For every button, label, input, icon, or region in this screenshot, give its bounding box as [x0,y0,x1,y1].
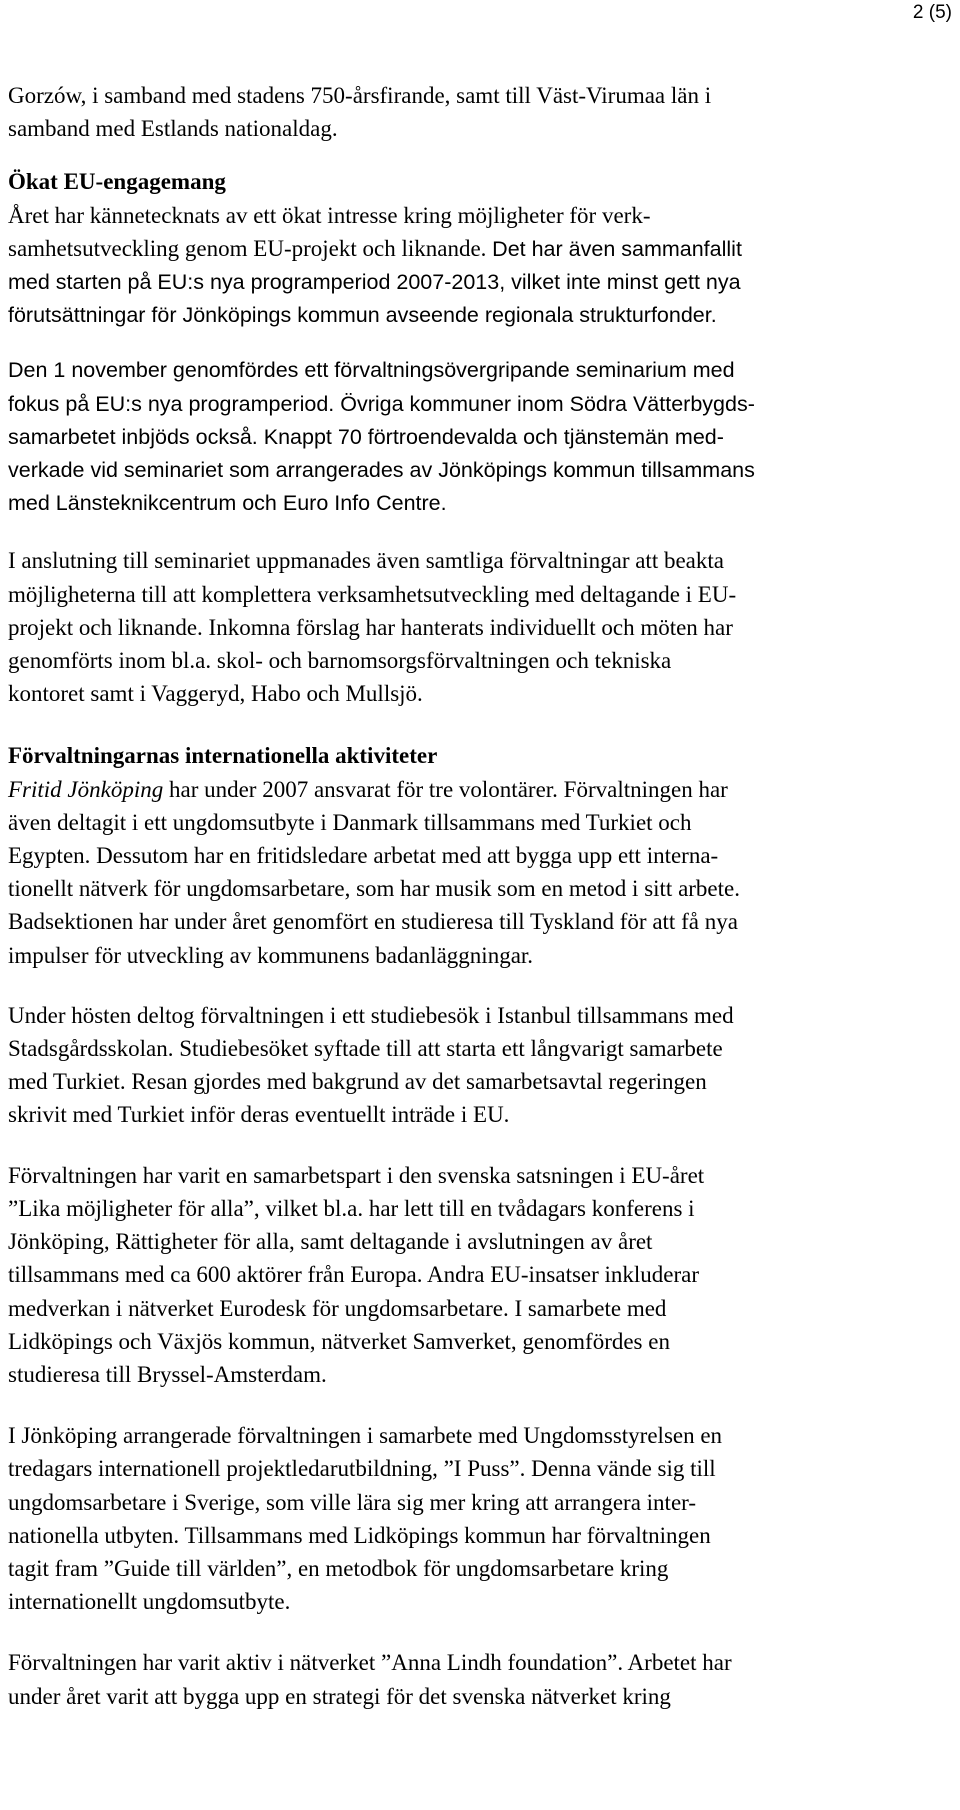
paragraph-anna-lindh [8,1646,960,1712]
text-line: tagit fram ”Guide till världen”, en metodbok för ungdomsarbetare kring [8,1555,669,1581]
text-line: Egypten. Dessutom har en fritidsledare arbetat med att bygga upp ett interna- [8,843,719,869]
text-segment: har under 2007 ansvarat för tre volontärer. Förvaltningen har [163,776,728,802]
text-line: med Turkiet. Resan gjordes med bakgrund av det samarbetsavtal regeringen [8,1069,707,1095]
text-line: I anslutning till seminariet uppmanades även samtliga förvaltningar att beakta [8,548,724,574]
section-heading: Förvaltningarnas internationella aktiviteter [8,743,438,769]
text-line: Jönköping, Rättigheter för alla, samt deltagande i avslutningen av året [8,1229,653,1255]
text-line: kontoret samt i Vaggeryd, Habo och Mullsjö. [8,681,423,707]
section-international-activities [8,739,960,971]
paragraph-project-leader-training [8,1419,960,1618]
text-line: internationellt ungdomsutbyte. [8,1589,291,1615]
text-line: tredagars internationell projektledarutbildning, ”I Puss”. Denna vände sig till [8,1456,716,1482]
text-line: genomförts inom bl.a. skol- och barnomsorgsförvaltningen och tekniska [8,648,672,674]
text-line: studieresa till Bryssel-Amsterdam. [8,1361,327,1387]
page-number: 2 (5) [912,2,952,23]
text-line: Förvaltningen har varit en samarbetspart i den svenska satsningen i EU-året [8,1162,705,1188]
text-line: förutsättningar för Jönköpings kommun avseende regionala strukturfonder. [8,303,717,328]
text-line [8,773,960,806]
text-line: tillsammans med ca 600 aktörer från Europa. Andra EU-insatser inkluderar [8,1262,700,1288]
document-body [8,79,960,1713]
text-line: även deltagit i ett ungdomsutbyte i Danmark tillsammans med Turkiet och [8,809,692,835]
paragraph-eu-year [8,1159,960,1391]
text-line: samband med Estlands nationaldag. [8,116,338,142]
text-line [8,232,960,266]
text-line: ungdomsarbetare i Sverige, som ville lära sig mer kring att arrangera inter- [8,1489,697,1515]
text-line: nationella utbyten. Tillsammans med Lidköpings kommun har förvaltningen [8,1522,711,1548]
section-eu-engagement [8,165,960,332]
text-line: verkade vid seminariet som arrangerades av Jönköpings kommun tillsammans [8,458,755,483]
paragraph-administrations [8,544,960,710]
text-line: Stadsgårdsskolan. Studiebesöket syftade till att starta ett långvarigt samarbete [8,1036,723,1062]
paragraph-seminar [8,354,960,520]
text-segment-italic: Fritid Jönköping [8,776,164,802]
text-line: Badsektionen har under året genomfört en studieresa till Tyskland för att få nya [8,909,738,935]
text-line: I Jönköping arrangerade förvaltningen i samarbete med Ungdomsstyrelsen en [8,1423,723,1449]
text-line: projekt och liknande. Inkomna förslag har hanterats individuellt och möten har [8,614,733,640]
text-line: Under hösten deltog förvaltningen i ett studiebesök i Istanbul tillsammans med [8,1002,734,1028]
text-line: ”Lika möjligheter för alla”, vilket bl.a. har lett till en tvådagars konferens i [8,1195,695,1221]
text-line: tionellt nätverk för ungdomsarbetare, som har musik som en metod i sitt arbete. [8,876,740,902]
paragraph-istanbul [8,999,960,1132]
text-line: impulser för utveckling av kommunens badanläggningar. [8,942,534,968]
section-heading: Ökat EU-engagemang [8,169,226,195]
text-line: med Länsteknikcentrum och Euro Info Centre. [8,491,447,516]
text-line: skrivit med Turkiet inför deras eventuellt inträde i EU. [8,1102,510,1128]
text-line: Förvaltningen har varit aktiv i nätverket ”Anna Lindh foundation”. Arbetet har [8,1650,732,1676]
text-line: med starten på EU:s nya programperiod 2007-2013, vilket inte minst gett nya [8,270,741,295]
text-line: samarbetet inbjöds också. Knappt 70 förtroendevalda och tjänstemän med- [8,424,724,449]
text-line: möjligheterna till att komplettera verksamhetsutveckling med deltagande i EU- [8,581,737,607]
text-line: Gorzów, i samband med stadens 750-årsfirande, samt till Väst-Virumaa län i [8,83,712,108]
text-line: Den 1 november genomfördes ett förvaltningsövergripande seminarium med [8,358,735,383]
text-line: under året varit att bygga upp en strategi för det svenska nätverket kring [8,1683,671,1709]
text-line: medverkan i nätverket Eurodesk för ungdomsarbetare. I samarbete med [8,1295,667,1321]
text-line: fokus på EU:s nya programperiod. Övriga kommuner inom Södra Vätterbygds- [8,391,755,416]
text-line: Året har kännetecknats av ett ökat intresse kring möjligheter för verk- [8,202,651,228]
text-segment: Det har även sammanfallit [492,236,742,261]
text-segment: samhetsutveckling genom EU-projekt och liknande. [8,235,487,261]
text-line: Lidköpings och Växjös kommun, nätverket Samverket, genomfördes en [8,1328,670,1354]
paragraph-gorzow [8,79,960,145]
